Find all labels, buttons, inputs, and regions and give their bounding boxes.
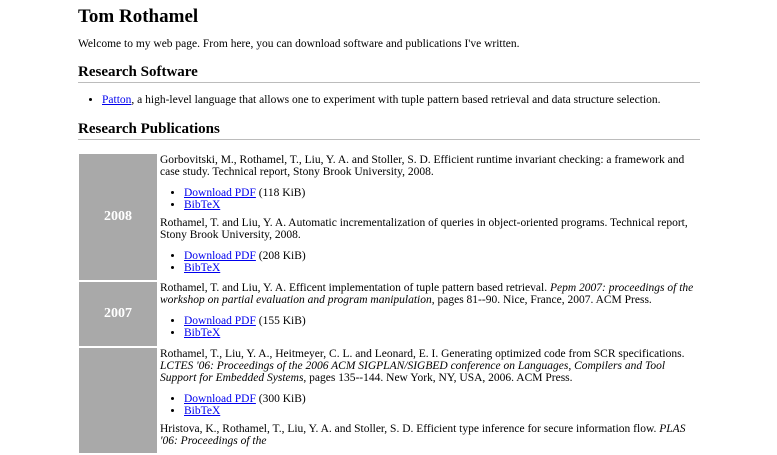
- year-cell: [79, 348, 157, 453]
- intro-text: Welcome to my web page. From here, you can download software and publications I've written.: [78, 38, 520, 50]
- file-size: (208 KiB): [255, 250, 306, 262]
- publication: [160, 154, 699, 211]
- publication: [160, 282, 699, 339]
- year-entries: [159, 154, 699, 280]
- file-size: (155 KiB): [255, 315, 306, 327]
- citation: Gorbovitski, M., Rothamel, T., Liu, Y. A. and Stoller, S. D. Efficient runtime invariant checking: a framework and case study. Technical report, Stony Brook University, 2008.: [160, 154, 685, 178]
- venue: Pepm 2007: proceedings of the workshop on partial evaluation and program manipulation: [160, 282, 694, 306]
- publication-links: [160, 250, 699, 274]
- bibtex-link[interactable]: BibTeX: [184, 405, 221, 417]
- year-cell: 2007: [79, 282, 157, 346]
- download-pdf-link[interactable]: Download PDF: [184, 187, 256, 199]
- citation: Hristova, K., Rothamel, T., Liu, Y. A. and Stoller, S. D. Efficient type inference for secure information flow. PLAS '06: Proceedings of the: [160, 423, 686, 447]
- file-size: (300 KiB): [255, 393, 306, 405]
- year-entries: [159, 282, 699, 346]
- publication-links: [160, 393, 699, 417]
- venue: LCTES '06: Proceedings of the 2006 ACM SIGPLAN/SIGBED conference on Languages, Compilers and Tool Support for Embedded Systems: [160, 360, 666, 384]
- file-size: (118 KiB): [255, 187, 306, 199]
- software-item: [102, 94, 700, 106]
- citation: Rothamel, T. and Liu, Y. A. Efficent implementation of tuple pattern based retrieval. Pepm 2007: proceedings of the workshop on partial evaluation and program manipulation, pages 81--90. Nice, France, 2007. ACM Press.: [160, 282, 694, 306]
- publications-table: [77, 152, 701, 455]
- venue: PLAS '06: Proceedings of the: [160, 423, 686, 447]
- software-heading: Research Software: [78, 64, 700, 83]
- publication: [160, 348, 699, 417]
- patton-link[interactable]: Patton: [102, 94, 132, 106]
- year-row: [79, 282, 699, 346]
- software-list: [78, 94, 700, 106]
- download-pdf-link[interactable]: Download PDF: [184, 250, 256, 262]
- bibtex-link[interactable]: BibTeX: [184, 199, 221, 211]
- bibtex-link[interactable]: BibTeX: [184, 262, 221, 274]
- download-pdf-link[interactable]: Download PDF: [184, 315, 256, 327]
- year-row: [79, 154, 699, 280]
- publication: [160, 423, 699, 447]
- year-entries: [159, 348, 699, 453]
- publication-links: [160, 315, 699, 339]
- publications-heading: Research Publications: [78, 121, 700, 140]
- page: [78, 0, 700, 455]
- citation: Rothamel, T., Liu, Y. A., Heitmeyer, C. L. and Leonard, E. I. Generating optimized code from SCR specifications. LCTES '06: Proceedings of the 2006 ACM SIGPLAN/SIGBED conference on Languages, Compilers and Tool Support for Embedded Systems, pages 135--144. New York, NY, USA, 2006. ACM Press.: [160, 348, 685, 384]
- publication-links: [160, 187, 699, 211]
- year-row: [79, 348, 699, 453]
- citation: Rothamel, T. and Liu, Y. A. Automatic incrementalization of queries in object-oriented programs. Technical report, Stony Brook University, 2008.: [160, 217, 688, 241]
- bibtex-link[interactable]: BibTeX: [184, 327, 221, 339]
- year-cell: 2008: [79, 154, 157, 280]
- publication: [160, 217, 699, 274]
- software-desc: , a high-level language that allows one to experiment with tuple pattern based retrieval and data structure selection.: [131, 94, 661, 106]
- page-title: Tom Rothamel: [78, 6, 199, 27]
- download-pdf-link[interactable]: Download PDF: [184, 393, 256, 405]
